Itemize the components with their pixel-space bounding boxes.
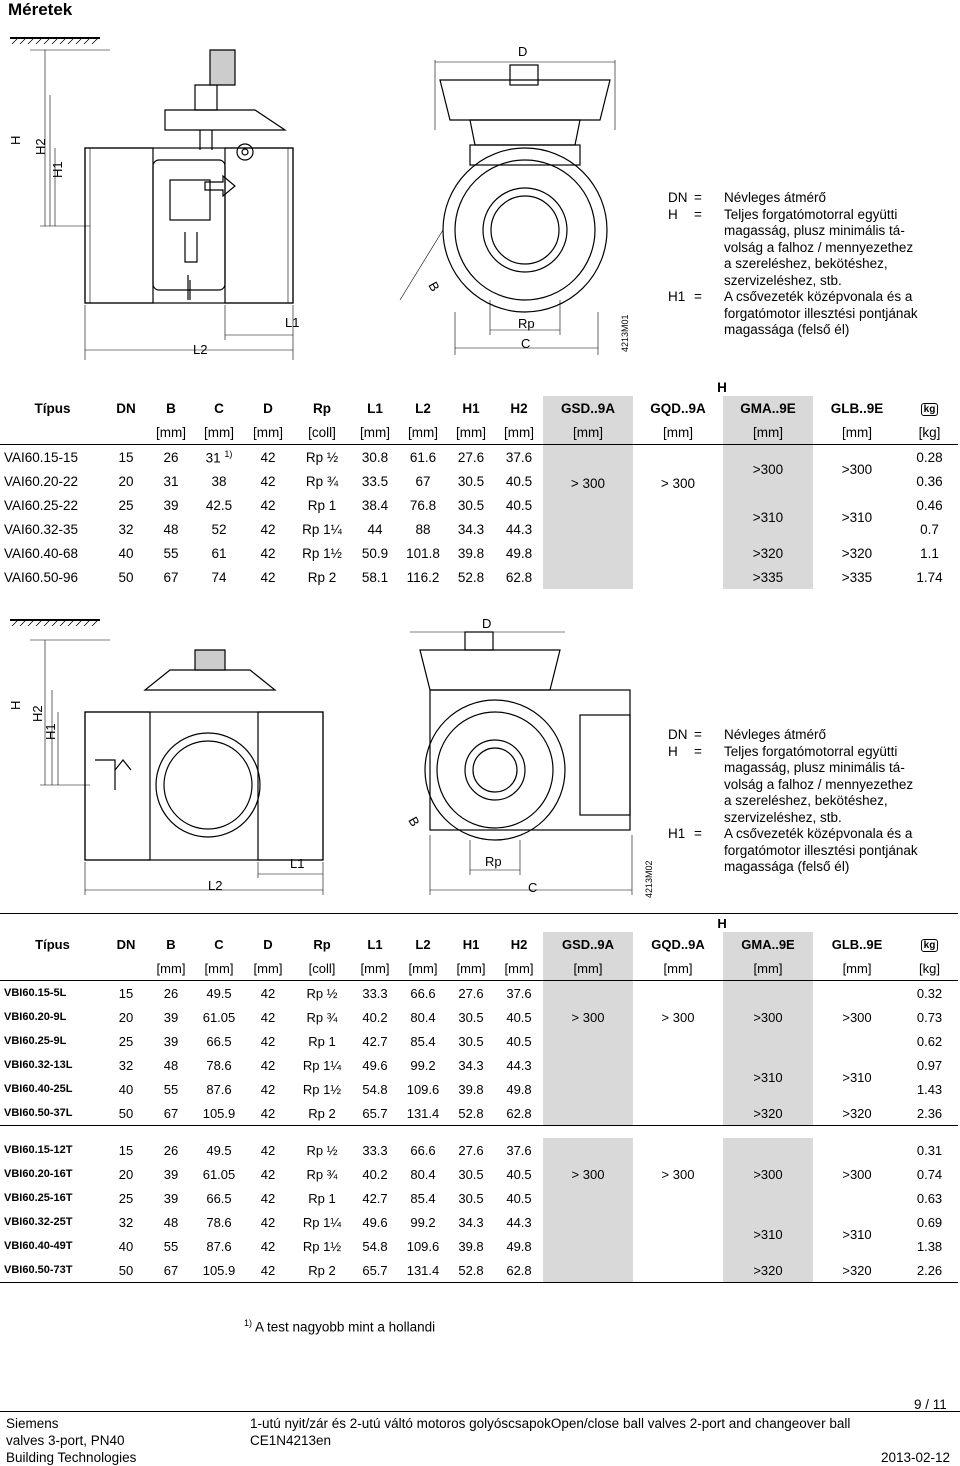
footer-divider: [0, 1411, 960, 1412]
col-header: L2: [415, 400, 431, 416]
dim-D-label: D: [518, 44, 528, 59]
table-row: VBI60.15-12T 15 26 49.5 42 Rp ½ 33.3 66.6 27.6 37.6 > 300 > 300 >300 >300 0.31: [0, 1138, 958, 1162]
footnote-mark: 1): [224, 448, 233, 459]
dim-B-label: B: [405, 814, 423, 830]
col-header: H1: [462, 936, 480, 952]
table-row: VAI60.40-68 40 55 61 42 Rp 1½ 50.9 101.8 39.8 49.8 >320 >320 1.1: [0, 541, 958, 565]
dim-L2-label: L2: [193, 342, 208, 357]
table-row: VAI60.25-22 25 39 42.5 42 Rp 1 38.4 76.8 30.5 40.5 >310 >310 0.46: [0, 493, 958, 517]
col-header: GSD..9A: [543, 396, 633, 420]
dim-H2-label: H2: [30, 705, 45, 722]
col-header: C: [214, 400, 224, 416]
dim-H-label: H: [8, 135, 23, 145]
dim-H2-label: H2: [33, 138, 48, 155]
footnote: [244, 1318, 435, 1335]
table-row: VBI60.32-25T 32 48 78.6 42 Rp 1¼ 49.6 99.2 34.3 44.3 >310 >310 0.69: [0, 1210, 958, 1234]
col-header: DN: [116, 400, 136, 416]
col-header: GMA..9E: [723, 396, 813, 420]
col-header: Típus: [34, 400, 71, 416]
weight-icon: kg: [901, 932, 958, 956]
col-header: GLB..9E: [831, 936, 883, 952]
table-row: VAI60.20-22 20 31 38 42 Rp ¾ 33.5 67 30.5 40.5 0.36: [4, 473, 943, 489]
legend-key: DN: [668, 727, 688, 742]
table-row: VAI60.50-96 50 67 74 42 Rp 2 58.1 116.2 52.8 62.8 >335 >335 1.74: [0, 565, 958, 589]
table-row: VBI60.50-37L 50 67 105.9 42 Rp 2 65.7 131.4 52.8 62.8 >320 >320 2.36: [0, 1101, 958, 1126]
legend-key: H: [668, 206, 678, 222]
table-row: VBI60.40-25L 40 55 87.6 42 Rp 1½ 54.8 109.6 39.8 49.8 1.43: [0, 1077, 958, 1101]
col-header: H2: [510, 936, 528, 952]
col-header: H1: [462, 400, 480, 416]
col-header: Típus: [35, 936, 70, 952]
dim-H1-label: H1: [50, 161, 65, 178]
col-header: GQD..9A: [650, 400, 706, 416]
dim-C-label: C: [528, 880, 538, 895]
dim-B-label: B: [425, 279, 443, 295]
h-group-header: H: [543, 914, 901, 933]
dim-L1-label: L1: [285, 315, 300, 330]
table-row: VBI60.32-13L 32 48 78.6 42 Rp 1¼ 49.6 99.2 34.3 44.3 >310 >310 0.97: [0, 1053, 958, 1077]
drawing-code: 4213M01: [620, 314, 630, 352]
table-row: VBI60.40-49T 40 55 87.6 42 Rp 1½ 54.8 109.6 39.8 49.8 1.38: [0, 1234, 958, 1258]
spec-table-vai60: H Típus DN B C D Rp L1 L2 H1 H2 GSD..9A GQD..9A GMA..9E GLB..9E kg [mm] [mm] [mm] [coll] [mm] [mm] [mm] [mm] [mm] [mm] [mm] [mm] [kg] VAI60.15-15 15 26 31 $^{1)}$ 42 Rp ½ 30.8 61.6 27.6 37.6 > 300 > 300 >300 >300 0.28 VAI60.20-22 20 31 38 42 Rp ¾ 33.5 67 30.5 40.5 0.36 VAI60.25-22 25 39 42.5 42 Rp 1 38.4 76.8 30.5 40.5 >310 >310 0.46 VAI60.32-35 32 48 52 42 Rp 1¼ 44 88 34.3 44.3 0.7 VAI60.40-68 40 55 61 42 Rp 1½ 50.9 101.8 39.8 49.8 >320 >320 1.1 VAI60.50-96 50 67 74 42 Rp 2 58.1 116.2 52.8 62.8 >335 >335 1.74: [0, 378, 958, 589]
col-header: L2: [415, 936, 431, 952]
table-row: VBI60.25-9L 25 39 66.5 42 Rp 1 42.7 85.4 30.5 40.5 0.62: [4, 1033, 943, 1049]
col-header: Rp: [313, 400, 331, 416]
dim-D-label: D: [482, 616, 492, 631]
table-row: VBI60.20-9L 20 39 61.05 42 Rp ¾ 40.2 80.4 30.5 40.5 0.73: [4, 1009, 943, 1025]
h-group-header: H: [717, 379, 727, 395]
dim-H1-label: H1: [43, 723, 58, 740]
dim-H-label: H: [8, 700, 23, 710]
dim-L2-label: L2: [208, 878, 223, 893]
legend-key: H1: [668, 289, 686, 304]
legend-key: H1: [668, 826, 686, 841]
footer-middle: 1-utú nyit/zár és 2-utú váltó motoros golyóscsapokOpen/close ball valves 2-port and changeover ball CE1N4213en: [250, 1416, 851, 1448]
table-row: VAI60.32-35 32 48 52 42 Rp 1¼ 44 88 34.3 44.3 0.7: [0, 517, 958, 541]
col-header: D: [263, 400, 273, 416]
col-header: C: [214, 936, 224, 952]
legend-key: H: [668, 743, 678, 759]
table-row: VBI60.15-5L 15 26 49.5 42 Rp ½ 33.3 66.6 27.6 37.6 > 300 > 300 >300 >300 0.32: [0, 981, 958, 1006]
col-header: Rp: [313, 936, 331, 952]
col-header: GSD..9A: [543, 932, 633, 956]
col-header: DN: [116, 936, 136, 952]
col-header: D: [263, 936, 273, 952]
dim-L1-label: L1: [290, 856, 305, 871]
footnote-mark: 1): [244, 1318, 253, 1328]
dim-C-label: C: [521, 336, 531, 351]
col-header: GQD..9A: [651, 936, 705, 952]
weight-icon: kg: [901, 396, 958, 420]
table-row: VBI60.50-73T 50 67 105.9 42 Rp 2 65.7 131.4 52.8 62.8 >320 >320 2.26: [0, 1258, 958, 1283]
drawing-code: 4213M02: [644, 860, 654, 898]
col-header: L1: [367, 400, 383, 416]
footnote-text: A test nagyobb mint a hollandi: [255, 1319, 436, 1335]
col-header: L1: [367, 936, 383, 952]
footer-left: Siemens valves 3-port, PN40 Building Technologies: [6, 1416, 137, 1465]
spec-table-vbi60: H Típus DN B C D Rp L1 L2 H1 H2 GSD..9A GQD..9A GMA..9E GLB..9E kg [mm] [mm] [mm] [coll] [mm] [mm] [mm] [mm] [mm] [mm] [mm] [mm] [kg] VBI60.15-5L 15 26 49.5 42 Rp ½ 33.3 66.6 27.6 37.6 > 300 > 300 >300 >300 0.32 VBI60.20-9L 20 39 61.05 42 Rp ¾ 40.2 80.4 30.5 40.5 0.73 VBI60.25-9L 25 39 66.5 42 Rp 1 42.7 85.4 30.5 40.5 0.62 VBI60.32-13L 32 48 78.6 42 Rp 1¼ 49.6 99.2 34.3 44.3 >310 >310 0.97 VBI60.40-25L 40 55 87.6 42 Rp 1½ 54.8 109.6 39.8 49.8 1.43 VBI60.50-37L 50 67 105.9 42 Rp 2 65.7 131.4 52.8 62.8 >320 >320 2.36 VBI60.15-12T 15 26 49.5 42 Rp ½ 33.3 66.6 27.6 37.6 > 300 > 300 >300 >300 0.31 VBI60.20-16T 20 39 61.05 42 Rp ¾ 40.2 80.4 30.5 40.5 0.74 VBI60.25-16T 25 39 66.5 42 Rp 1 42.7 85.4 30.5 40.5 0.63 VBI60.32-25T 32 48 78.6 42 Rp 1¼ 49.6 99.2 34.3 44.3 >310 >310 0.69 VBI60.40-49T 40 55 87.6 42 Rp 1½ 54.8 109.6 39.8 49.8 1.38 VBI60.50-73T 50 67 105.9 42 Rp 2 65.7 131.4 52.8 62.8 >320 >320 2.26: [0, 913, 958, 1283]
footer-date: 2013-02-12: [880, 1450, 950, 1465]
table-row: VBI60.20-16T 20 39 61.05 42 Rp ¾ 40.2 80.4 30.5 40.5 0.74: [4, 1166, 943, 1182]
dim-Rp-label: Rp: [518, 316, 535, 331]
col-header: H2: [510, 400, 528, 416]
col-header: GLB..9E: [830, 400, 884, 416]
legend-1: DN = Névleges átmérő H = Teljes forgatómotorral együtti magasság, plusz minimális tá- volság a falhoz / mennyezethez a szereléshez, bekötéshez, szervizeléshez, stb. H1 = A csővezeték középvonala és a forgatómotor illesztési pontjának magassága (felső él): [668, 190, 918, 337]
table-row: VAI60.15-15 15 26 31 $^{1)}$ 42 Rp ½ 30.8 61.6 27.6 37.6 > 300 > 300 >300 >300 0.28: [0, 445, 958, 470]
table-row: VBI60.25-16T 25 39 66.5 42 Rp 1 42.7 85.4 30.5 40.5 0.63: [4, 1190, 943, 1206]
col-header: GMA..9E: [723, 932, 813, 956]
legend-key: DN: [668, 190, 688, 205]
legend-2: DN = Névleges átmérő H = Teljes forgatómotorral együtti magasság, plusz minimális tá- volság a falhoz / mennyezethez a szereléshez, bekötéshez, szervizeléshez, stb. H1 = A csővezeték középvonala és a forgatómotor illesztési pontjának magassága (felső él): [668, 727, 918, 874]
col-header: B: [166, 400, 176, 416]
dim-Rp-label: Rp: [485, 854, 502, 869]
col-header: B: [166, 936, 176, 952]
page-number: 9 / 11: [914, 1397, 947, 1412]
page-title: Méretek: [8, 0, 73, 19]
